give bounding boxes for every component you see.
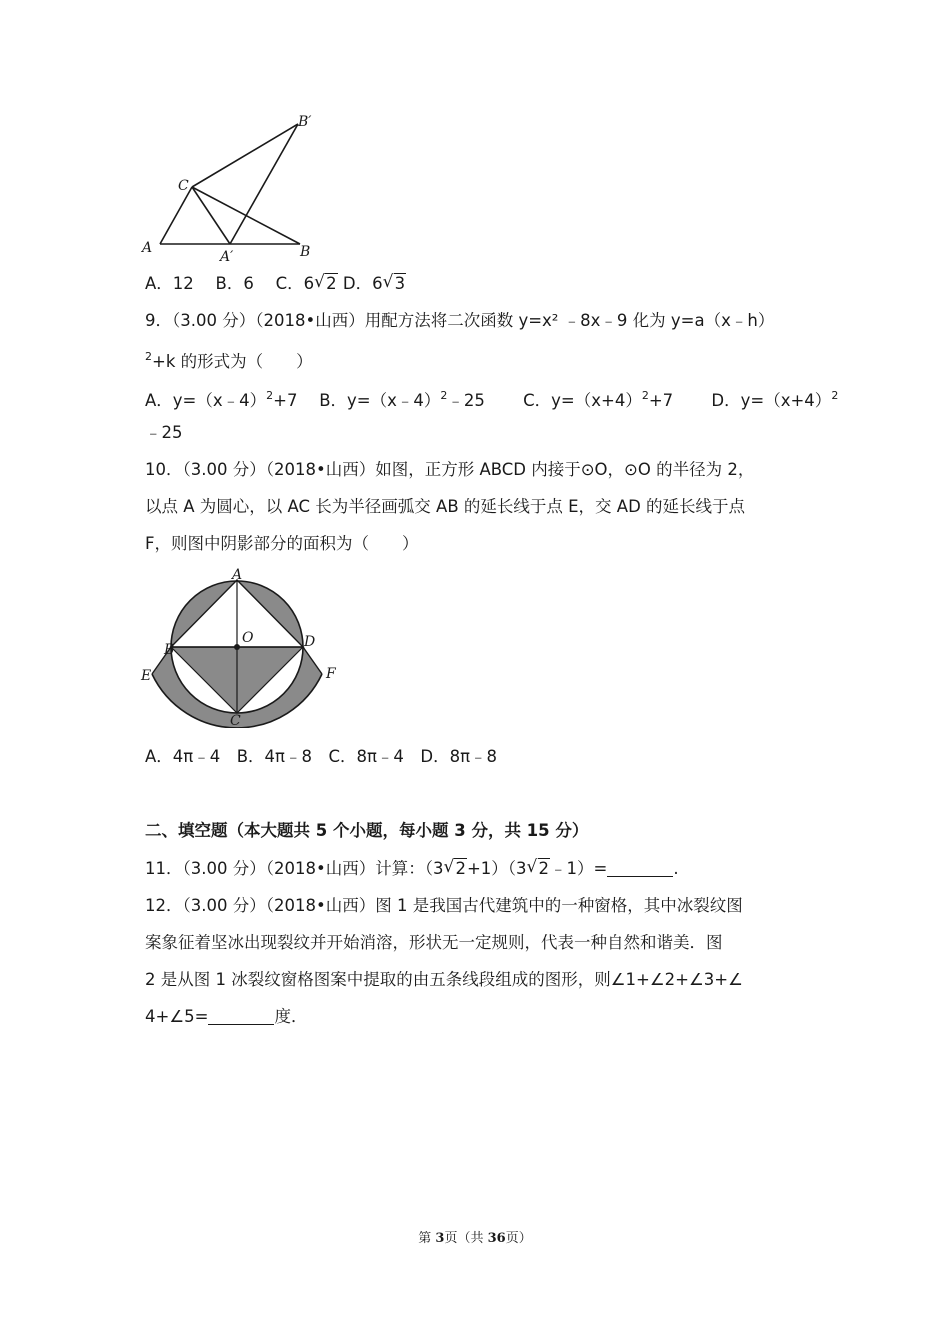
q12-answer-blank[interactable]	[208, 1006, 274, 1025]
label-D: D	[304, 634, 316, 650]
label-E: E	[141, 668, 152, 684]
segment-A-prime-B-prime	[230, 124, 298, 244]
q12-line-4-prefix: 4+∠5=	[145, 1007, 209, 1026]
q8-option-c-sqrt	[316, 272, 338, 296]
label-A-prime: A′	[220, 249, 234, 265]
q11-radicand-1: 2	[455, 859, 466, 878]
q8-option-a: A．12	[145, 274, 194, 293]
page-footer: 第 3页（共 36页）	[418, 1231, 532, 1246]
label-B: B	[300, 244, 311, 260]
q8-option-c-coef: 6	[303, 274, 315, 293]
q9-option-d: D．$y=(x+4)^2$	[711, 389, 839, 410]
q12-line-2: 案象征着坚冰出现裂纹并开始消溶，形状无一定规则，代表一种自然和谐美．图	[145, 933, 723, 952]
label-C: C	[178, 178, 189, 194]
q8-option-d-sqrt	[385, 272, 407, 296]
q9-option-b: B．y=（x﹣4）$^2$﹣25	[319, 389, 485, 410]
center-point-O	[234, 644, 240, 650]
label-C: C	[230, 713, 241, 728]
q11-suffix: ﹣1）=	[550, 859, 608, 878]
q9-exponent: 2	[145, 350, 152, 363]
segment-AC	[160, 187, 192, 244]
q9-option-a: A．y=（x﹣4）$^2$+7	[145, 389, 298, 410]
q10-options: A．4π﹣4 B．4π﹣8 C．8π﹣4 D．8π﹣8	[145, 747, 498, 766]
q12-line-3: 2 是从图 1 冰裂纹窗格图案中提取的由五条线段组成的图形，则∠1+∠2+∠3+∠	[145, 970, 743, 989]
label-O: O	[242, 630, 254, 646]
q11-middle: +1）（3	[466, 859, 527, 878]
q9-line-2	[145, 345, 313, 374]
label-B-prime: B′	[298, 114, 312, 130]
q8-figure	[140, 108, 340, 268]
total-page-count: 36	[487, 1231, 506, 1246]
q10-line-1: 10．（3.00 分）（2018•山西）如图，正方形 ABCD 内接于⊙O，⊙O 的半径为 2，	[145, 460, 755, 479]
q8-options	[145, 272, 406, 296]
q10-figure	[138, 568, 348, 728]
q9-option-c: C．$y=(x+4)^2+7$	[523, 389, 674, 410]
label-B: B	[164, 642, 175, 658]
q11-sqrt-1	[445, 857, 467, 881]
q11-answer-blank[interactable]	[607, 858, 673, 877]
q8-option-b: B．6	[215, 274, 254, 293]
q11-line	[145, 857, 679, 881]
label-A: A	[232, 568, 243, 583]
q11-end: .	[673, 859, 679, 878]
q10-line-3: F，则图中阴影部分的面积为（ ）	[145, 534, 419, 553]
q9-option-d-continued: ﹣25	[145, 423, 183, 442]
current-page-number: 3	[435, 1231, 445, 1246]
q9-line-1: 9．（3.00 分）（2018•山西）用配方法将二次函数 y=x² ﹣8x﹣9 化为 y=a（x﹣h）	[145, 311, 775, 330]
label-A: A	[142, 240, 153, 256]
section-2-title: 二、填空题（本大题共 5 个小题，每小题 3 分，共 15 分）	[145, 821, 589, 840]
q9-line-2-text: +k 的形式为（ ）	[152, 352, 313, 371]
q8-option-c: C．	[275, 274, 304, 293]
q11-prefix: 11．（3.00 分）（2018•山西）计算：（3	[145, 859, 444, 878]
q8-option-d-coef: 6	[372, 274, 383, 293]
segment-CA-prime	[192, 187, 230, 244]
q12-line-4	[145, 1005, 307, 1029]
q8-option-d: D．	[342, 274, 373, 293]
q9-options	[145, 384, 838, 413]
q8-option-c-radicand: 2	[326, 274, 337, 293]
q8-option-d-radicand: 3	[394, 274, 406, 293]
segment-CB-prime	[192, 124, 298, 187]
q11-radicand-2: 2	[538, 859, 550, 878]
label-F: F	[326, 666, 336, 682]
q12-line-4-suffix: 度．	[274, 1007, 308, 1026]
q12-line-1: 12．（3.00 分）（2018•山西）图 1 是我国古代建筑中的一种窗格，其中冰裂纹图	[145, 896, 743, 915]
q11-sqrt-2	[529, 857, 551, 881]
q10-line-2: 以点 A 为圆心，以 AC 长为半径画弧交 AB 的延长线于点 E，交 AD 的延长线于点	[145, 497, 746, 516]
